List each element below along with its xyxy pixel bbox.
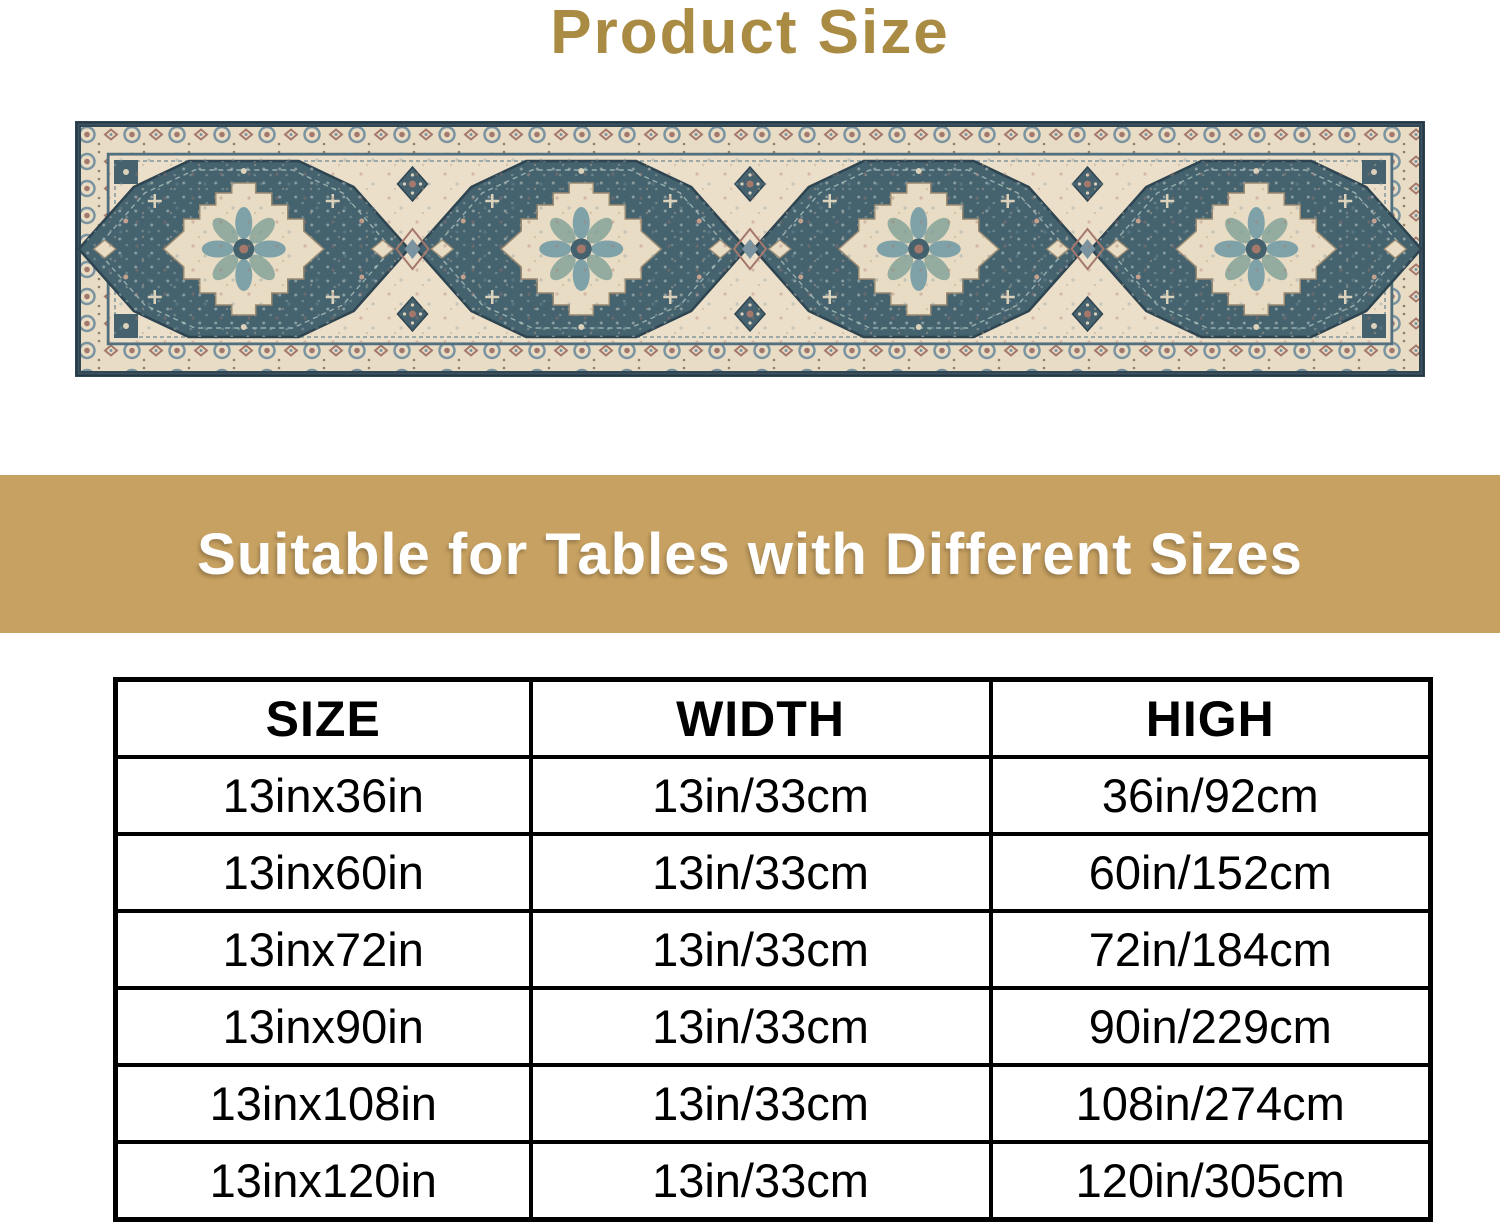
width-cell: 13in/33cm [531, 757, 991, 834]
high-cell: 36in/92cm [991, 757, 1431, 834]
table-header-row [116, 680, 1431, 758]
table-row [116, 834, 1431, 911]
high-cell: 90in/229cm [991, 988, 1431, 1065]
table-runner-illustration [75, 121, 1425, 377]
size-table [113, 677, 1433, 1222]
width-cell: 13in/33cm [531, 1142, 991, 1220]
col-header-width: WIDTH [531, 680, 991, 758]
suitability-banner [0, 475, 1500, 633]
table-row [116, 1065, 1431, 1142]
width-cell: 13in/33cm [531, 988, 991, 1065]
high-cell: 60in/152cm [991, 834, 1431, 911]
size-cell: 13inx60in [116, 834, 531, 911]
table-row [116, 911, 1431, 988]
product-runner-image [75, 121, 1425, 377]
size-cell: 13inx108in [116, 1065, 531, 1142]
width-cell: 13in/33cm [531, 1065, 991, 1142]
size-cell: 13inx36in [116, 757, 531, 834]
banner-text: Suitable for Tables with Different Sizes [197, 521, 1303, 587]
table-row [116, 757, 1431, 834]
table-row [116, 988, 1431, 1065]
high-cell: 108in/274cm [991, 1065, 1431, 1142]
table-row [116, 1142, 1431, 1220]
size-cell: 13inx90in [116, 988, 531, 1065]
high-cell: 120in/305cm [991, 1142, 1431, 1220]
size-cell: 13inx72in [116, 911, 531, 988]
page-title: Product Size [550, 0, 950, 67]
col-header-size: SIZE [116, 680, 531, 758]
width-cell: 13in/33cm [531, 834, 991, 911]
col-header-high: HIGH [991, 680, 1431, 758]
size-cell: 13inx120in [116, 1142, 531, 1220]
width-cell: 13in/33cm [531, 911, 991, 988]
high-cell: 72in/184cm [991, 911, 1431, 988]
